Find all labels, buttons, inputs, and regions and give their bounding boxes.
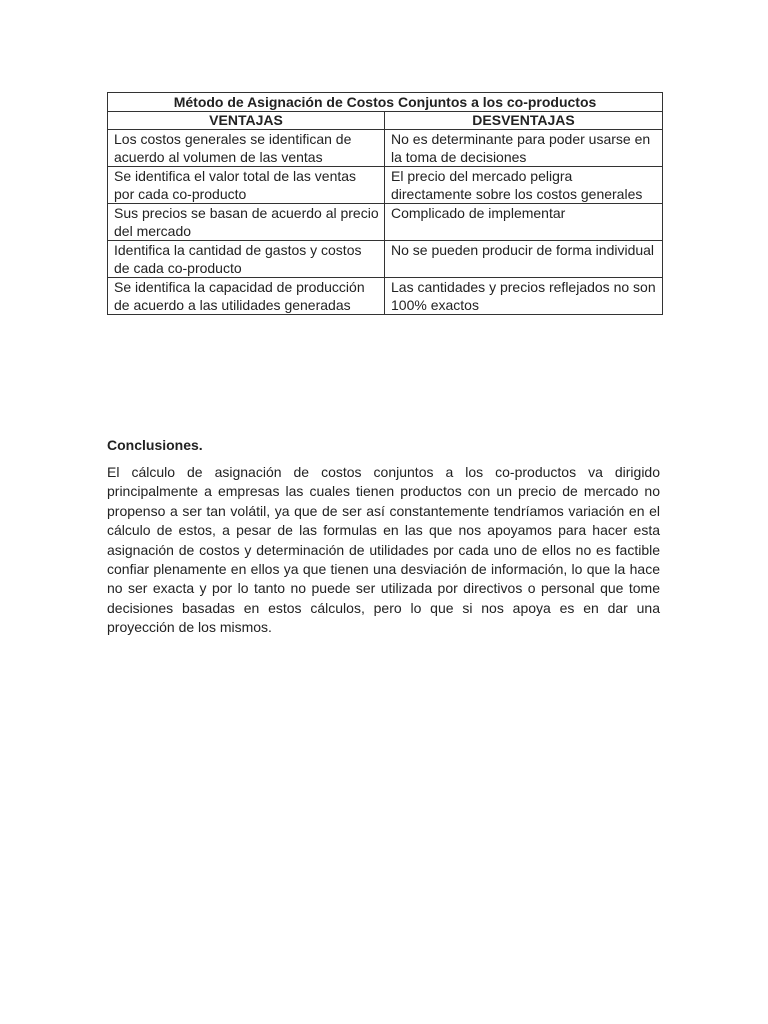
table-title: Método de Asignación de Costos Conjuntos a los co-productos — [108, 93, 663, 112]
table-header-row — [108, 112, 663, 130]
disadvantage-cell: El precio del mercado peligra directamente sobre los costos generales — [385, 167, 663, 204]
table-row — [108, 278, 663, 315]
disadvantage-cell: Las cantidades y precios reflejados no son 100% exactos — [385, 278, 663, 315]
advantage-cell: Se identifica el valor total de las ventas por cada co-producto — [108, 167, 385, 204]
disadvantage-cell: No se pueden producir de forma individual — [385, 241, 663, 278]
disadvantage-cell: No es determinante para poder usarse en la toma de decisiones — [385, 130, 663, 167]
column-header-desventajas: DESVENTAJAS — [385, 112, 663, 130]
advantage-cell: Los costos generales se identifican de acuerdo al volumen de las ventas — [108, 130, 385, 167]
advantage-cell: Sus precios se basan de acuerdo al precio del mercado — [108, 204, 385, 241]
advantage-cell: Se identifica la capacidad de producción de acuerdo a las utilidades generadas — [108, 278, 385, 315]
disadvantage-cell: Complicado de implementar — [385, 204, 663, 241]
conclusions-heading: Conclusiones. — [107, 437, 203, 453]
table-row — [108, 167, 663, 204]
table-row — [108, 204, 663, 241]
conclusions-paragraph: El cálculo de asignación de costos conjuntos a los co-productos va dirigido principalmente a empresas las cuales tienen productos con un precio de mercado no propenso a ser tan volátil, ya que de ser así constantemente tendríamos variación en el cálculo de estos, a pesar de las formulas en las que nos apoyamos para hacer esta asignación de costos y determinación de utilidades por cada uno de ellos no es factible confiar plenamente en ellos ya que tienen una desviación de información, lo que la hace no ser exacta y por lo tanto no puede ser utilizada por directivos o personal que tome decisiones basadas en estos cálculos, pero lo que si nos apoya es en dar una proyección de los mismos. — [107, 464, 660, 636]
advantage-cell: Identifica la cantidad de gastos y costos de cada co-producto — [108, 241, 385, 278]
table-title-row — [108, 93, 663, 112]
cost-method-table — [107, 92, 663, 315]
table-row — [108, 130, 663, 167]
column-header-ventajas: VENTAJAS — [108, 112, 385, 130]
table-row — [108, 241, 663, 278]
